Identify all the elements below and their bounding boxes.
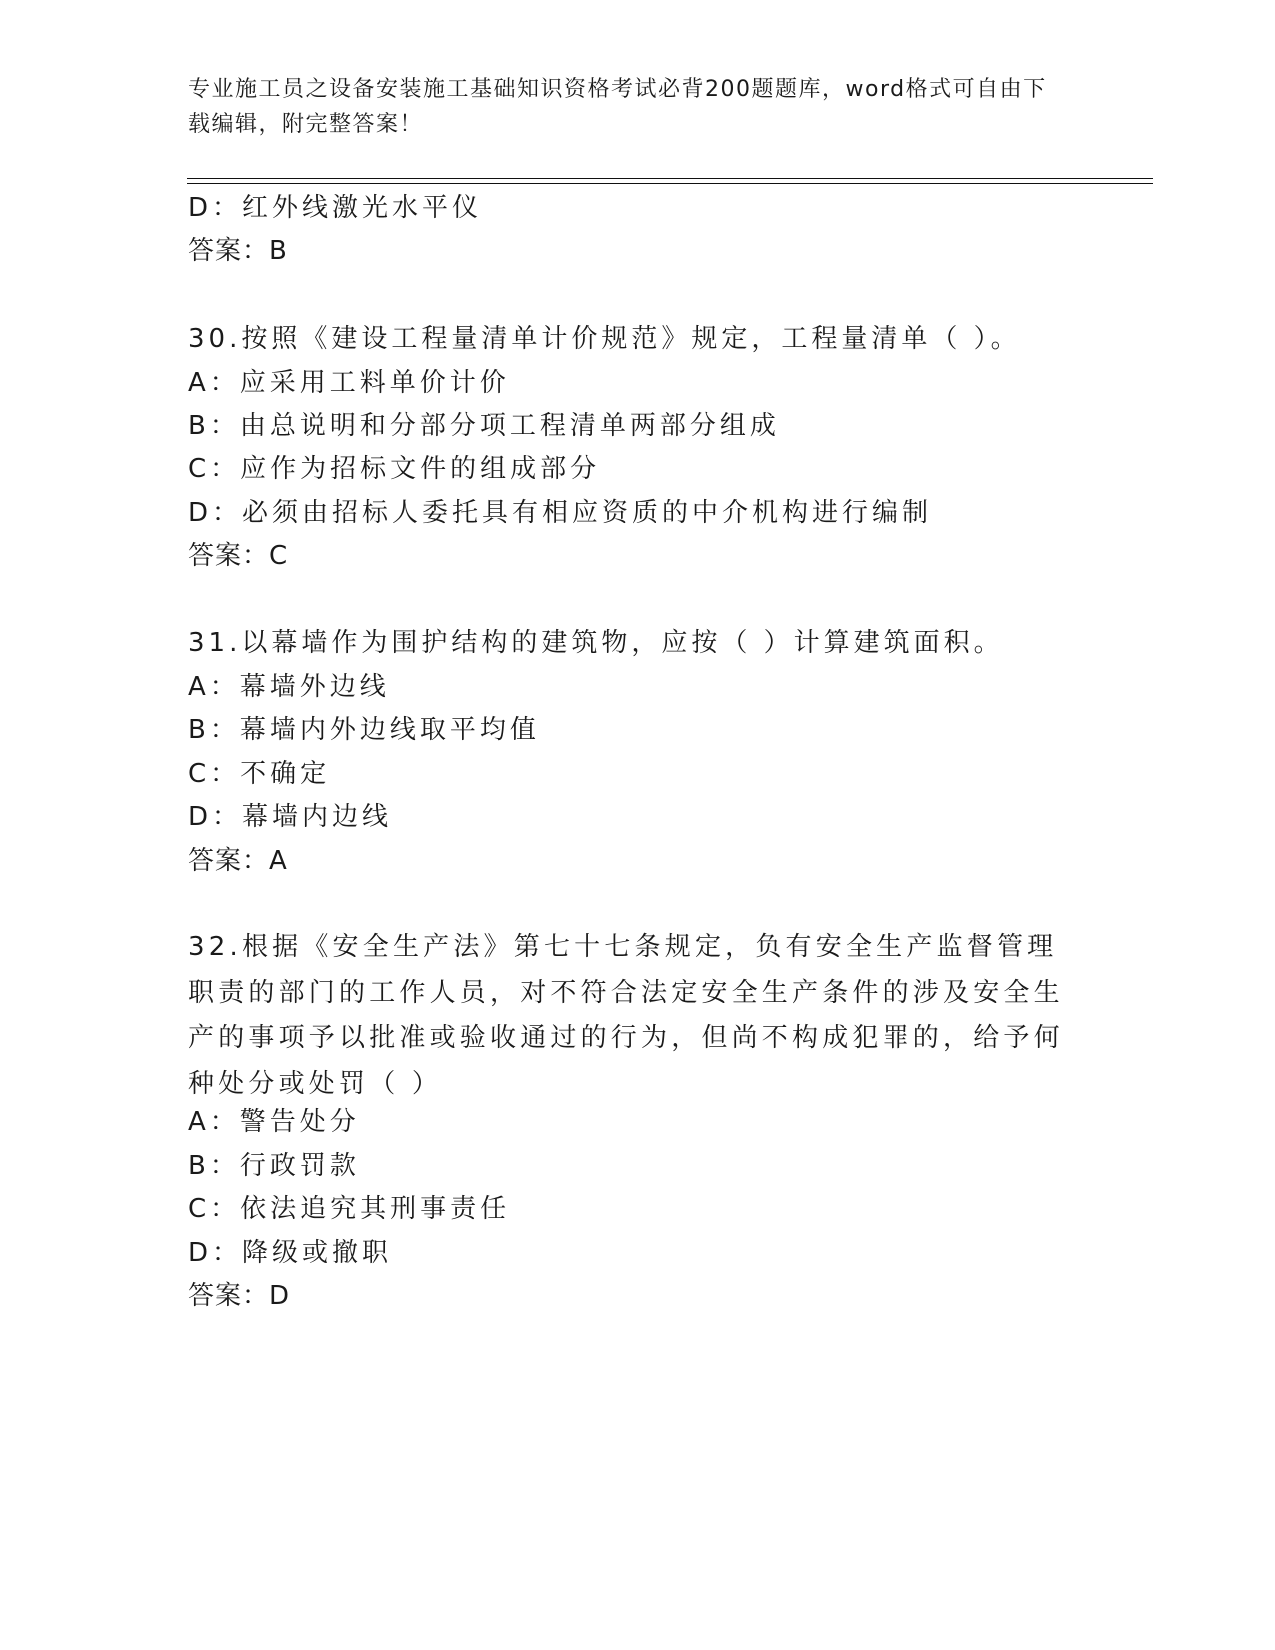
option-c: C：依法追究其刑事责任	[188, 1194, 511, 1224]
document-header: 专业施工员之设备安装施工基础知识资格考试必背200题题库，word格式可自由下载编辑，附完整答案！	[188, 77, 1047, 137]
option-a: A：幕墙外边线	[188, 672, 390, 702]
header-divider-top	[187, 178, 1153, 179]
question-stem: 31.以幕墙作为围护结构的建筑物，应按（ ）计算建筑面积。	[188, 628, 1004, 658]
option-d: D：降级或撤职	[188, 1238, 393, 1268]
option-d: D：必须由招标人委托具有相应资质的中介机构进行编制	[188, 498, 933, 528]
option-d: D：红外线激光水平仪	[188, 193, 483, 223]
option-c: C：应作为招标文件的组成部分	[188, 454, 601, 484]
answer-line: 答案：D	[188, 1281, 291, 1311]
option-a: A：应采用工料单价计价	[188, 368, 510, 398]
answer-line: 答案：A	[188, 846, 288, 876]
answer-line: 答案：B	[188, 236, 288, 266]
option-a: A：警告处分	[188, 1107, 360, 1137]
option-d: D：幕墙内边线	[188, 802, 393, 832]
answer-line: 答案：C	[188, 541, 289, 571]
question-stem: 30.按照《建设工程量清单计价规范》规定，工程量清单（ ）。	[188, 324, 1021, 354]
option-b: B：行政罚款	[188, 1151, 360, 1181]
header-divider-bottom	[187, 183, 1153, 184]
option-b: B：幕墙内外边线取平均值	[188, 715, 540, 745]
question-stem: 32.根据《安全生产法》第七十七条规定，负有安全生产监督管理职责的部门的工作人员，对不符合法定安全生产条件的涉及安全生产的事项予以批准或验收通过的行为，但尚不构成犯罪的，给予何种处分或处罚（ ）	[188, 932, 1064, 1099]
option-b: B：由总说明和分部分项工程清单两部分组成	[188, 411, 780, 441]
option-c: C：不确定	[188, 759, 331, 789]
